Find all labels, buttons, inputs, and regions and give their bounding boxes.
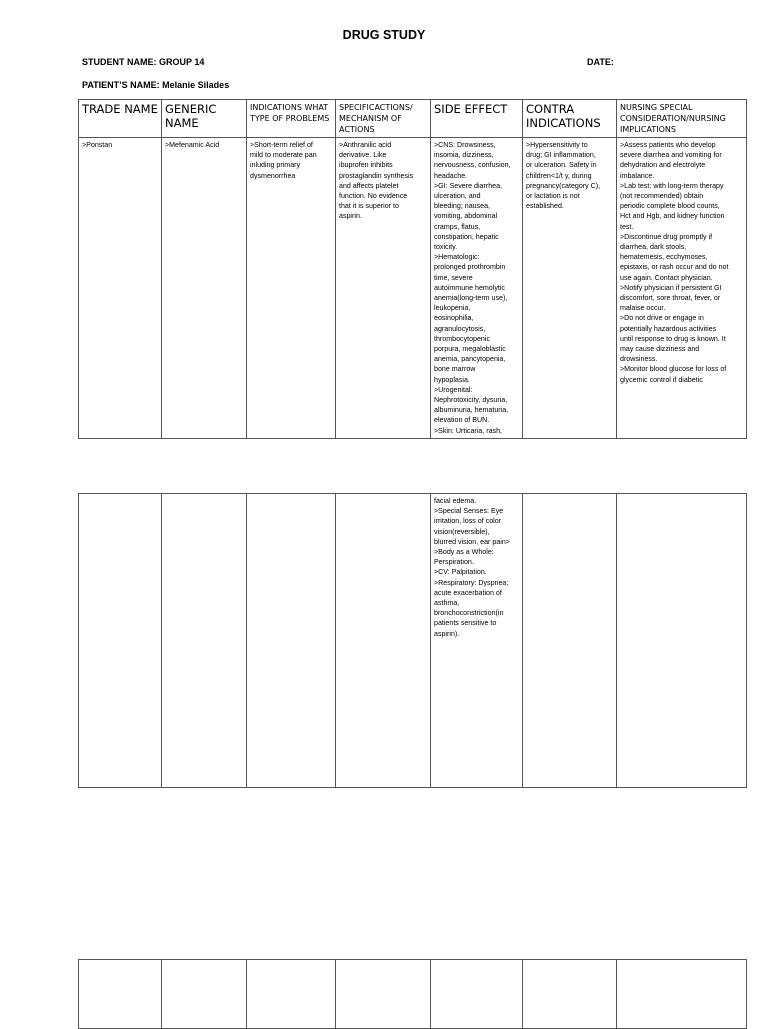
cell-nursing-considerations: >Assess patients who develop severe diarrhea and vomiting for dehydration and electrolyte imbalance. >Lab test: with long-term therapy (not recommended) obtain periodic complete blood counts, Hct and Hgb, and kidney function test. >Discontinue drug promptly if diarrhea, dark stools, hematemesis, ecchymoses, epistaxis, or rash occur and do not use again. Contact physician. >Notify physician if persistent GI discomfort, sore throat, fever, or malaise occur. >Do not drive or engage in potentially hazardous activities until response to drug is known. It may cause dizziness and drowsiness. >Monitor blood glucose for loss of glycemic control if diabetic: [617, 138, 747, 439]
cell-trade-name: >Ponstan: [79, 138, 162, 439]
header-mechanism: SPECIFICACTIONS/ MECHANISM OF ACTIONS: [336, 100, 431, 138]
cell-empty: [617, 494, 747, 788]
cell-empty: [523, 494, 617, 788]
cell-empty: [523, 960, 617, 1029]
header-generic-name: GENERIC NAME: [162, 100, 247, 138]
table-row: [79, 138, 747, 439]
drug-study-table-continued: [78, 493, 747, 788]
cell-empty: [247, 960, 336, 1029]
header-nursing-considerations: NURSING SPECIAL CONSIDERATION/NURSING IMPLICATIONS: [617, 100, 747, 138]
cell-indications: >Short-term relief of mild to moderate pan inluding primary dysmenorrhea: [247, 138, 336, 439]
student-name: STUDENT NAME: GROUP 14: [82, 57, 205, 67]
cell-empty: [79, 494, 162, 788]
header-indications: INDICATIONS WHAT TYPE OF PROBLEMS: [247, 100, 336, 138]
cell-empty: [79, 960, 162, 1029]
drug-study-table: [78, 99, 747, 439]
table-row: [79, 494, 747, 788]
table-row: [79, 960, 747, 1029]
cell-generic-name: >Mefenamic Acid: [162, 138, 247, 439]
cell-contraindications: >Hypersensitivity to drug; GI inflammation, or ulceration. Safety in children<1/t y, during pregnancy(category C), or lactation is not established.: [523, 138, 617, 439]
header-row: [79, 100, 747, 138]
cell-side-effect: >CNS: Drowsiness, insomia, dizziness, nervousness, confusion, headache. >GI: Severe diarrhea, ulceration, and bleeding; nausea, vomiting, abdominal cramps, flatus, constipation, hepatic toxicity. >Hematologic: prolonged prothrombin time, severe autoimmune hemolytic anemia(long-term use), leukopenia, eosinophilia, agranulocytosis, thrombocytopenic porpura, megaloblastic anemia, pancytopenia, bone marrow hypoplasia. >Urogenital: Nephrotoxicity, dysuria, albuminuria, hematuria, elevation of BUN. >Skin: Urticaria, rash,: [431, 138, 523, 439]
cell-empty: [431, 960, 523, 1029]
cell-empty: [617, 960, 747, 1029]
patient-name: PATIENT’S NAME: Melanie Silades: [82, 80, 230, 90]
header-trade-name: TRADE NAME: [79, 100, 162, 138]
document-title: DRUG STUDY: [342, 28, 426, 42]
date-label: DATE:: [587, 57, 614, 67]
cell-mechanism: >Anthranilic acid derivative. Like ibuprofen inhibits prostaglandin synthesis and affects platelet function. No evidence that it is superior to aspirin.: [336, 138, 431, 439]
drug-study-table-next-page: [78, 959, 747, 1029]
cell-empty: [336, 494, 431, 788]
cell-empty: [162, 960, 247, 1029]
header-contraindications: CONTRA INDICATIONS: [523, 100, 617, 138]
cell-empty: [247, 494, 336, 788]
header-side-effect: SIDE EFFECT: [431, 100, 523, 138]
cell-empty: [162, 494, 247, 788]
cell-side-effect-continued: facial edema. >Special Senses: Eye irritation, loss of color vision(reversible), blurred vision, ear pain> >Body as a Whole: Perspiration. >CV: Palpitation. >Respiratory: Dyspnea; acute exacerbation of asthma, bronchoconstriction(in patients sensitive to aspirin).: [431, 494, 523, 788]
cell-empty: [336, 960, 431, 1029]
